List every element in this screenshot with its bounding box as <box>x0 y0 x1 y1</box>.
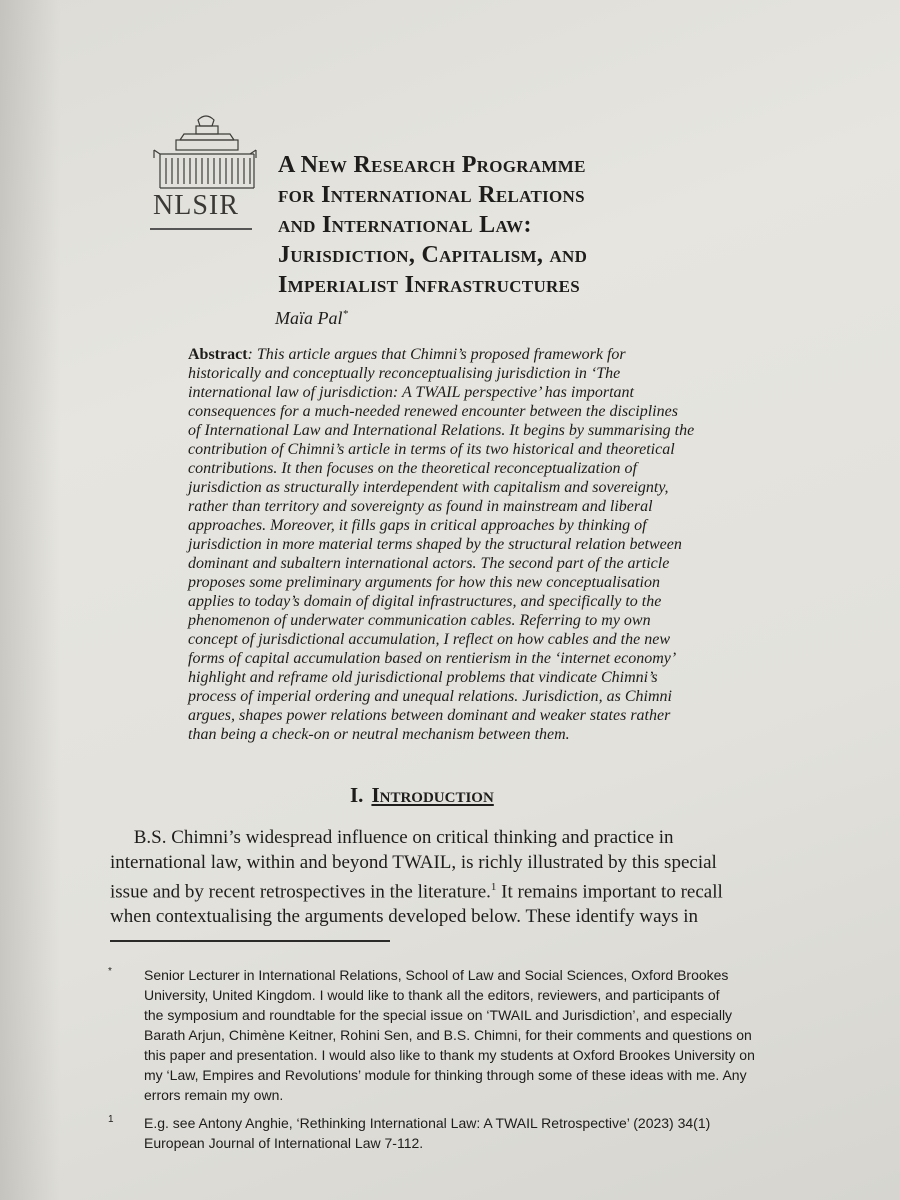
footnote-line: errors remain my own. <box>144 1087 284 1103</box>
footnote-line: the symposium and roundtable for the special issue on ‘TWAIL and Jurisdiction’, and especially <box>144 1007 733 1023</box>
body-line: international law, within and beyond TWAIL, is richly illustrated by this special <box>110 852 717 873</box>
footnote <box>108 1113 798 1153</box>
abstract-line-text: : This article argues that Chimni’s proposed framework for <box>247 346 626 363</box>
abstract-line: jurisdiction as structurally interdependent with capitalism and sovereignty, <box>188 479 669 496</box>
abstract-line: contribution of Chimni’s article in terms of its two historical and theoretical <box>188 441 675 458</box>
footnote-line: University, United Kingdom. I would like to thank all the editors, reviewers, and participants of <box>144 987 720 1003</box>
abstract-line: process of imperial ordering and unequal relations. Jurisdiction, as Chimni <box>188 688 672 705</box>
body-line-text: It remains important to recall <box>496 881 723 903</box>
author-name <box>275 308 348 329</box>
body-line-text: issue and by recent retrospectives in the literature. <box>110 881 491 903</box>
abstract-line: forms of capital accumulation based on rentierism in the ‘internet economy’ <box>188 650 677 667</box>
footnote-rule <box>110 940 390 942</box>
paper-title <box>278 150 708 300</box>
abstract-line: contributions. It then focuses on the theoretical reconceptualization of <box>188 460 637 477</box>
abstract-line: highlight and reframe old jurisdictional problems that vindicate Chimni’s <box>188 669 658 686</box>
footnote <box>108 965 798 1105</box>
title-line: A New Research Programme <box>278 152 586 178</box>
abstract-line: international law of jurisdiction: A TWAIL perspective’ has important <box>188 384 634 401</box>
footnote-mark: 1 <box>108 1114 114 1125</box>
author-footnote-mark: * <box>342 308 348 320</box>
footnote-line: my ‘Law, Empires and Revolutions’ module for thinking through some of these ideas with me. Any <box>144 1067 747 1083</box>
abstract-line: argues, shapes power relations between dominant and weaker states rather <box>188 707 671 724</box>
abstract-line: phenomenon of underwater communication cables. Referring to my own <box>188 612 651 629</box>
abstract <box>188 345 698 744</box>
abstract-line: dominant and subaltern international actors. The second part of the article <box>188 555 670 572</box>
footnote-line: Barath Arjun, Chimène Keitner, Rohini Sen, and B.S. Chimni, for their comments and questions on <box>144 1027 752 1043</box>
footnote-ref: 1 <box>490 881 497 893</box>
author-text: Maïa Pal <box>275 308 343 328</box>
title-line: Imperialist Infrastructures <box>278 272 580 298</box>
abstract-line: rather than territory and sovereignty as found in mainstream and liberal <box>188 498 653 515</box>
body-line <box>110 825 790 850</box>
abstract-line: jurisdiction in more material terms shaped by the structural relation between <box>188 536 682 553</box>
section-number: I. <box>350 783 364 807</box>
title-line: and International Law: <box>278 212 532 238</box>
section-heading <box>350 783 494 808</box>
page-shadow <box>0 0 60 1200</box>
abstract-label: Abstract <box>188 346 248 363</box>
abstract-line: applies to today’s domain of digital infrastructures, and specifically to the <box>188 593 662 610</box>
footnote-mark: * <box>108 966 112 977</box>
title-line: Jurisdiction, Capitalism, and <box>278 242 588 268</box>
body-line-text: B.S. Chimni’s widespread influence on critical thinking and practice in <box>133 827 674 848</box>
section-title: Introduction <box>371 783 494 807</box>
abstract-line: approaches. Moreover, it fills gaps in critical approaches by thinking of <box>188 517 647 534</box>
logo-wordmark: NLSIR <box>153 190 239 221</box>
footnote-line: Senior Lecturer in International Relations, School of Law and Social Sciences, Oxford Brookes <box>144 967 729 983</box>
footnote-line: European Journal of International Law 7-112. <box>144 1135 424 1151</box>
body-line: when contextualising the arguments developed below. These identify ways in <box>110 906 698 928</box>
body-paragraph <box>110 825 790 929</box>
footnote-line: E.g. see Antony Anghie, ‘Rethinking International Law: A TWAIL Retrospective’ (2023) 34(1) <box>144 1115 711 1131</box>
abstract-line: historically and conceptually reconceptualising jurisdiction in ‘The <box>188 365 621 382</box>
body-line <box>110 875 790 904</box>
title-line: for International Relations <box>278 182 585 208</box>
abstract-line: than being a check-on or neutral mechanism between them. <box>188 726 570 743</box>
footnote-line: this paper and presentation. I would also like to thank my students at Oxford Brookes University on <box>144 1047 755 1063</box>
logo-rule <box>150 228 252 230</box>
abstract-line: concept of jurisdictional accumulation, I reflect on how cables and the new <box>188 631 670 648</box>
abstract-line: of International Law and International Relations. It begins by summarising the <box>188 422 695 439</box>
abstract-line: proposes some preliminary arguments for how this new conceptualisation <box>188 574 660 591</box>
footnotes <box>108 965 798 1161</box>
abstract-line <box>188 345 698 364</box>
abstract-line: consequences for a much-needed renewed encounter between the disciplines <box>188 403 678 420</box>
